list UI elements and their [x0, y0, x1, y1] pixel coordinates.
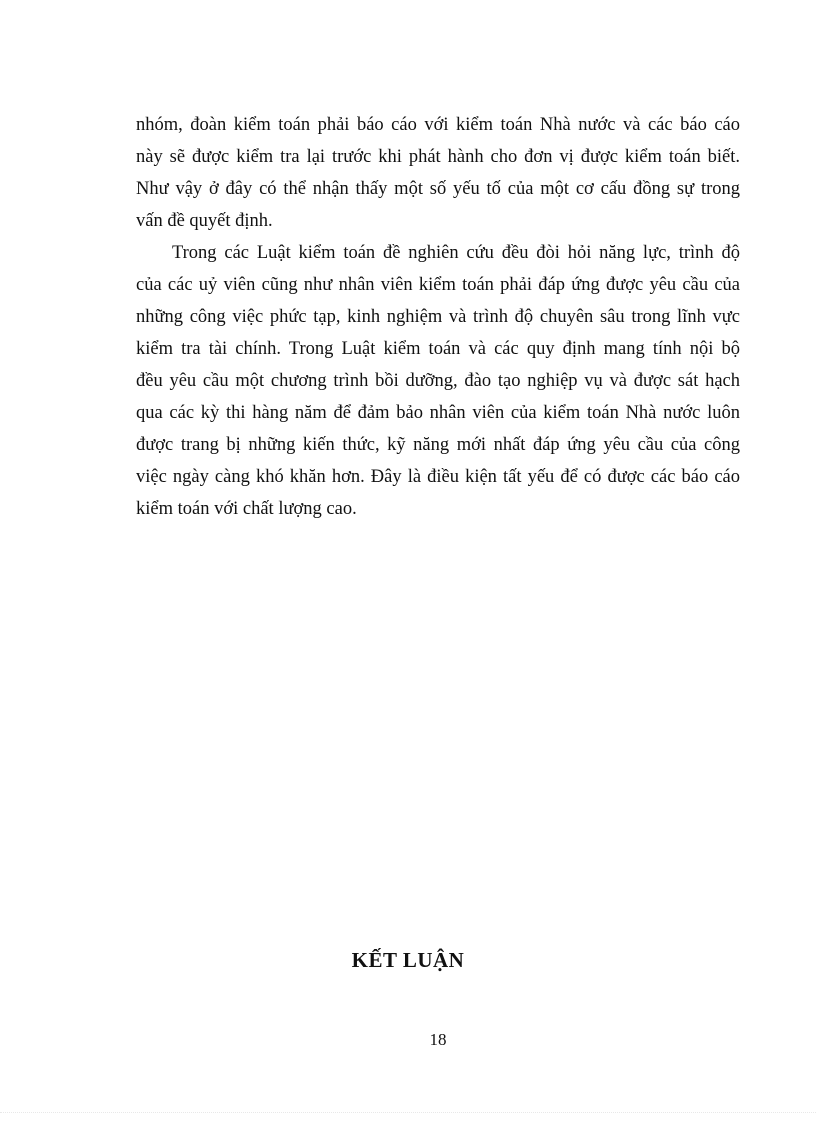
paragraph-2: [136, 237, 740, 525]
text-line: này sẽ được kiểm tra lại trước khi phát hành cho đơn vị được kiểm toán biết.: [136, 147, 740, 167]
text-line: nhóm, đoàn kiểm toán phải báo cáo với kiểm toán Nhà nước và các báo cáo: [136, 115, 740, 135]
text-line: được trang bị những kiến thức, kỹ năng mới nhất đáp ứng yêu cầu của công: [136, 435, 740, 455]
text-line: vấn đề quyết định.: [136, 211, 273, 231]
text-line: qua các kỳ thi hàng năm để đảm bảo nhân viên của kiểm toán Nhà nước luôn: [136, 403, 740, 423]
bottom-divider: [0, 1112, 816, 1114]
text-line: kiểm toán với chất lượng cao.: [136, 499, 357, 519]
text-line: việc ngày càng khó khăn hơn. Đây là điều kiện tất yếu để có được các báo cáo: [136, 467, 740, 487]
body-text: [136, 109, 740, 525]
text-line: những công việc phức tạp, kinh nghiệm và trình độ chuyên sâu trong lĩnh vực: [136, 307, 740, 327]
text-line: của các uỷ viên cũng như nhân viên kiểm toán phải đáp ứng được yêu cầu của: [136, 275, 740, 295]
text-line: Như vậy ở đây có thể nhận thấy một số yếu tố của một cơ cấu đồng sự trong: [136, 179, 740, 199]
paragraph-1: [136, 109, 740, 237]
section-heading: KẾT LUẬN: [351, 948, 465, 972]
text-line: kiểm tra tài chính. Trong Luật kiểm toán và các quy định mang tính nội bộ: [136, 339, 740, 359]
page-number: 18: [429, 1030, 447, 1049]
text-line: Trong các Luật kiểm toán đề nghiên cứu đều đòi hỏi năng lực, trình độ: [172, 243, 740, 263]
text-line: đều yêu cầu một chương trình bồi dưỡng, đào tạo nghiệp vụ và được sát hạch: [136, 371, 740, 391]
